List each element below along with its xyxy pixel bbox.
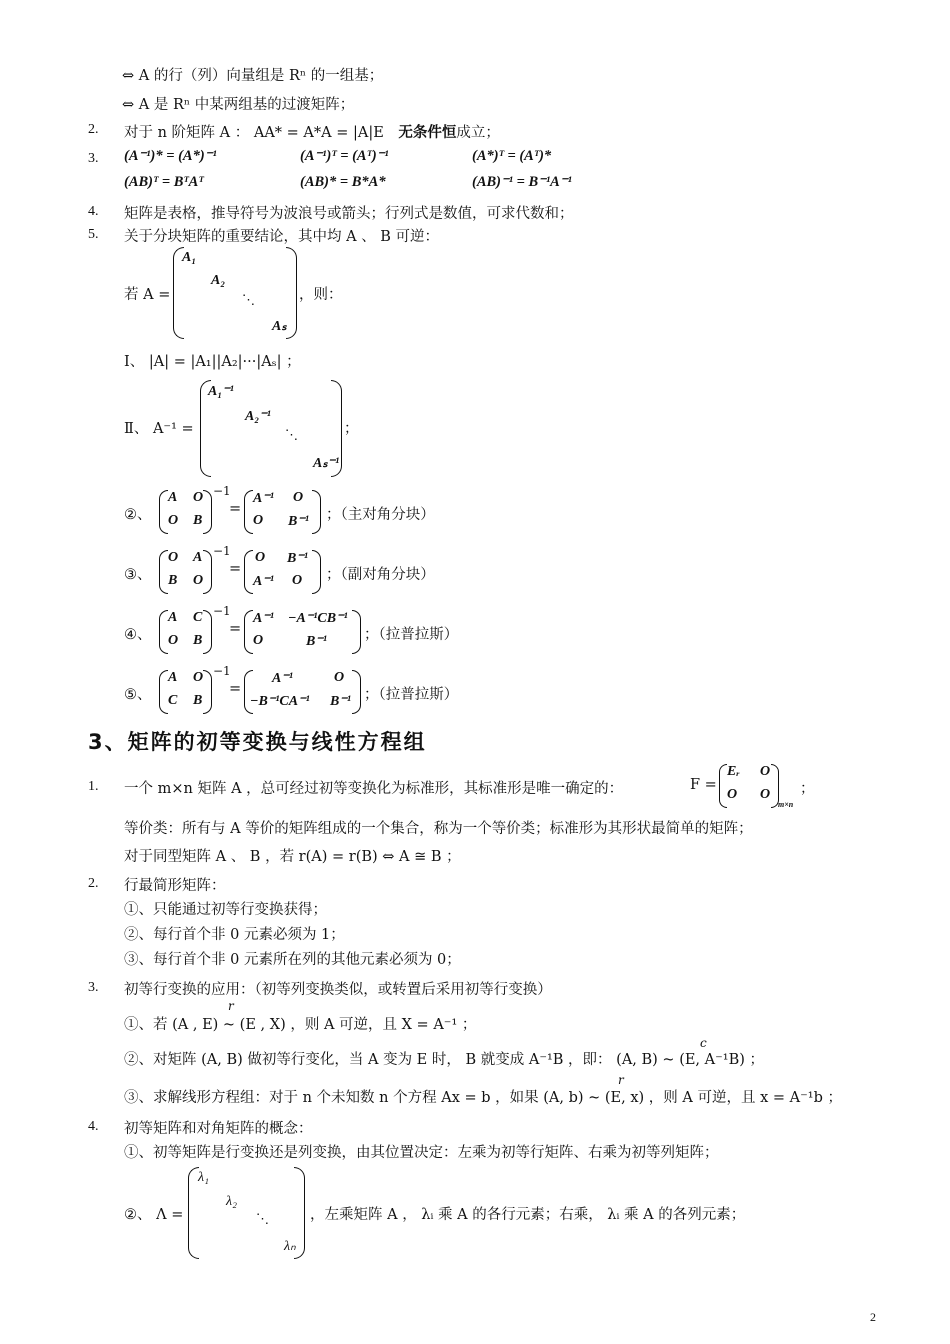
case-4-equals: = [229,621,242,637]
case-4-rhs-lparen [244,610,253,654]
case-4-label: ④、 [124,627,152,643]
case-4-rhs-12: −A⁻¹CB⁻¹ [288,611,348,626]
case-3-rhs-lparen [244,550,253,594]
case-3-rhs-11: O [255,550,266,565]
case-4-rhs-11: A⁻¹ [253,611,274,626]
case-3-rhs-21: A⁻¹ [253,574,274,589]
case-2-lhs-22: B [193,513,203,528]
case-5-lhs-11: A [168,670,178,685]
case-3-label: ③、 [124,567,152,583]
standard-form-end: ； [800,781,815,797]
case-5-label: ⑤、 [124,687,152,703]
case-3-rhs-22: O [292,573,303,588]
case-3-rhs-12: B⁻¹ [287,551,308,566]
item-number-3: 3. [88,151,99,166]
case-2-rhs-21: O [253,513,264,528]
identity-r1c1: (A⁻¹)* = (A*)⁻¹ [124,148,217,164]
identity-r2c3: (AB)⁻¹ = B⁻¹A⁻¹ [472,174,572,190]
item-2-emphasis: 无条件恒 [398,125,457,141]
item-2-formula: 对于 n 阶矩阵 A ： AA* = A*A = |A|E [124,125,384,141]
matrix-a-block-1: A₁ [182,250,197,265]
case-5-rhs-12: O [334,670,345,685]
s3-item-3a-mark: r [228,999,234,1013]
case-5-equals: = [229,681,242,697]
item-4-text: 矩阵是表格，推导符号为波浪号或箭头；行列式是数值，可求代数和； [124,206,574,222]
identity-r1c2: (A⁻¹)ᵀ = (Aᵀ)⁻¹ [300,148,389,164]
s3-item-number-2: 2. [88,876,99,891]
case-5-lhs-21: C [168,693,178,708]
case-5-lhs-rparen [203,670,212,714]
s3-item-2b: ②、每行首个非 0 元素必须为 1； [124,927,345,943]
case-4-rhs-21: O [253,633,264,648]
s3-item-2-text: 行最简形矩阵： [124,878,226,894]
case-5-inverse-sup: −1 [213,664,231,678]
case-2-rhs-12: O [293,490,304,505]
standard-form-11: Eᵣ [727,764,740,779]
case-4-rhs-rparen [352,610,361,654]
matrix-a-dots: ⋱ [242,293,255,308]
item-number-2: 2. [88,122,99,137]
s3-item-4-text: 初等矩阵和对角矩阵的概念： [124,1121,313,1137]
case-2-lhs-12: O [193,490,204,505]
s3-item-number-4: 4. [88,1119,99,1134]
case-4-lhs-22: B [193,633,203,648]
case-2-rhs-11: A⁻¹ [253,491,274,506]
case-4-lhs-21: O [168,633,179,648]
case-3-lhs-11: O [168,550,179,565]
lambda-n: λₙ [284,1239,296,1254]
s3-item-4a: ①、初等矩阵是行变换还是列变换，由其位置决定：左乘为初等行矩阵、右乘为初等列矩阵； [124,1145,719,1161]
lambda-1: λ₁ [198,1170,209,1185]
case-2-lhs-11: A [168,490,178,505]
case-5-rhs-22: B⁻¹ [330,694,351,709]
s3-item-2a: ①、只能通过初等行变换获得； [124,902,327,918]
case-5-lhs-22: B [193,693,203,708]
item-number-5: 5. [88,227,99,242]
case-3-inverse-sup: −1 [213,544,231,558]
case-2-rhs-rparen [312,490,321,534]
case-2-note: ；（主对角分块） [326,507,435,523]
case-4-inverse-sup: −1 [213,604,231,618]
case-3-equals: = [229,561,242,577]
case-4-note: ；（拉普拉斯） [364,627,459,643]
item-2-text [124,121,500,142]
s3-item-3-text: 初等行变换的应用：（初等列变换类似，或转置后采用初等行变换） [124,982,552,998]
matrix-ainv-dots: ⋱ [285,428,298,443]
case-5-rhs-11: A⁻¹ [272,671,293,686]
line-row-basis: ⇔ A 的行（列）向量组是 Rⁿ 的一组基； [122,68,384,84]
matrix-ainv-block-2: A₂⁻¹ [245,409,271,424]
item-number-4: 4. [88,204,99,219]
s3-item-3c: ③、求解线形方程组：对于 n 个未知数 n 个方程 Ax = b ，如果 (A, b) ~ (E, x) ，则 A 可逆，且 x = A⁻¹b ； [124,1090,842,1106]
case-3-lhs-22: O [193,573,204,588]
case-5-rhs-rparen [352,670,361,714]
case-4-lhs-rparen [203,610,212,654]
case-2-equals: = [229,501,242,517]
matrix-a-right-paren [286,247,297,339]
result-ii-label: Ⅱ、 A⁻¹ = [124,421,194,437]
identity-r1c3: (A*)ᵀ = (Aᵀ)* [472,148,552,164]
matrix-a-block-s: Aₛ [272,319,287,334]
standard-form-subscript: m×n [778,800,794,809]
case-3-lhs-rparen [203,550,212,594]
result-i-determinant: Ⅰ、 |A| = |A₁||A₂|···|Aₛ| ； [124,354,301,370]
standard-form-label: F = [690,777,717,793]
line-transition-matrix: ⇔ A 是 Rⁿ 中某两组基的过渡矩阵； [122,97,355,113]
case-4-lhs-12: C [193,610,203,625]
s3-item-number-3: 3. [88,980,99,995]
matrix-ainv-block-1: A₁⁻¹ [208,384,234,399]
case-2-lhs-lparen [159,490,168,534]
identity-r2c2: (AB)* = B*A* [300,174,386,190]
matrix-ainv-right-paren [331,380,342,477]
case-3-lhs-21: B [168,573,178,588]
identity-r2c1: (AB)ᵀ = BᵀAᵀ [124,174,204,190]
s3-item-4b-tail: ，左乘矩阵 A ， λᵢ 乘 A 的各行元素；右乘， λᵢ 乘 A 的各列元素； [310,1207,746,1223]
case-4-rhs-22: B⁻¹ [306,634,327,649]
result-ii-tail: ； [344,421,359,437]
case-5-lhs-12: O [193,670,204,685]
case-2-label: ②、 [124,507,152,523]
case-4-lhs-lparen [159,610,168,654]
matrix-a-block-2: A₂ [211,273,226,288]
standard-form-12: O [760,764,771,779]
case-2-rhs-22: B⁻¹ [288,514,309,529]
case-5-note: ；（拉普拉斯） [364,687,459,703]
equivalence-class-text: 等价类：所有与 A 等价的矩阵组成的一个集合，称为一个等价类；标准形为其形状最简单的矩阵； [124,821,753,837]
case-3-note: ；（副对角分块） [326,567,435,583]
case-5-rhs-21: −B⁻¹CA⁻¹ [250,694,310,709]
s3-item-3b: ②、对矩阵 (A, B) 做初等行变化，当 A 变为 E 时， B 就变成 A⁻¹B ，即： (A, B) ~ (E, A⁻¹B) ； [124,1052,765,1068]
s3-item-2c: ③、每行首个非 0 元素所在列的其他元素必须为 0； [124,952,461,968]
item-5-text: 关于分块矩阵的重要结论，其中均 A 、 B 可逆： [124,229,440,245]
section-3-heading: 3、矩阵的初等变换与线性方程组 [88,730,427,754]
s3-item-number-1: 1. [88,779,99,794]
standard-form-lparen [719,764,727,808]
case-2-inverse-sup: −1 [213,484,231,498]
same-type-text: 对于同型矩阵 A 、 B ，若 r(A) = r(B) ⇔ A ≅ B ； [124,849,461,865]
case-2-rhs-lparen [244,490,253,534]
case-2-lhs-21: O [168,513,179,528]
case-5-lhs-lparen [159,670,168,714]
standard-form-22: O [760,787,771,802]
lambda-dots: ⋱ [256,1212,269,1227]
lambda-2: λ₂ [226,1194,237,1209]
s3-item-1-text: 一个 m×n 矩阵 A ，总可经过初等变换化为标准形，其标准形是唯一确定的： [124,781,624,797]
lambda-matrix-rparen [294,1167,305,1259]
s3-item-4b-label: ②、 Λ = [124,1207,184,1223]
page-number: 2 [870,1310,876,1324]
case-3-lhs-12: A [193,550,203,565]
s3-item-3c-mark: r [618,1073,624,1087]
item-2-tail: 成立； [456,125,500,141]
then-label: ，则： [299,287,343,303]
if-a-label: 若 A = [124,287,171,303]
s3-item-3a: ①、若 (A , E) ~ (E , X) ，则 A 可逆，且 X = A⁻¹ ； [124,1017,477,1033]
matrix-ainv-block-s: Aₛ⁻¹ [313,456,340,471]
case-4-lhs-11: A [168,610,178,625]
standard-form-21: O [727,787,738,802]
case-3-rhs-rparen [312,550,321,594]
s3-item-3b-mark: c [700,1036,707,1050]
case-3-lhs-lparen [159,550,168,594]
case-2-lhs-rparen [203,490,212,534]
